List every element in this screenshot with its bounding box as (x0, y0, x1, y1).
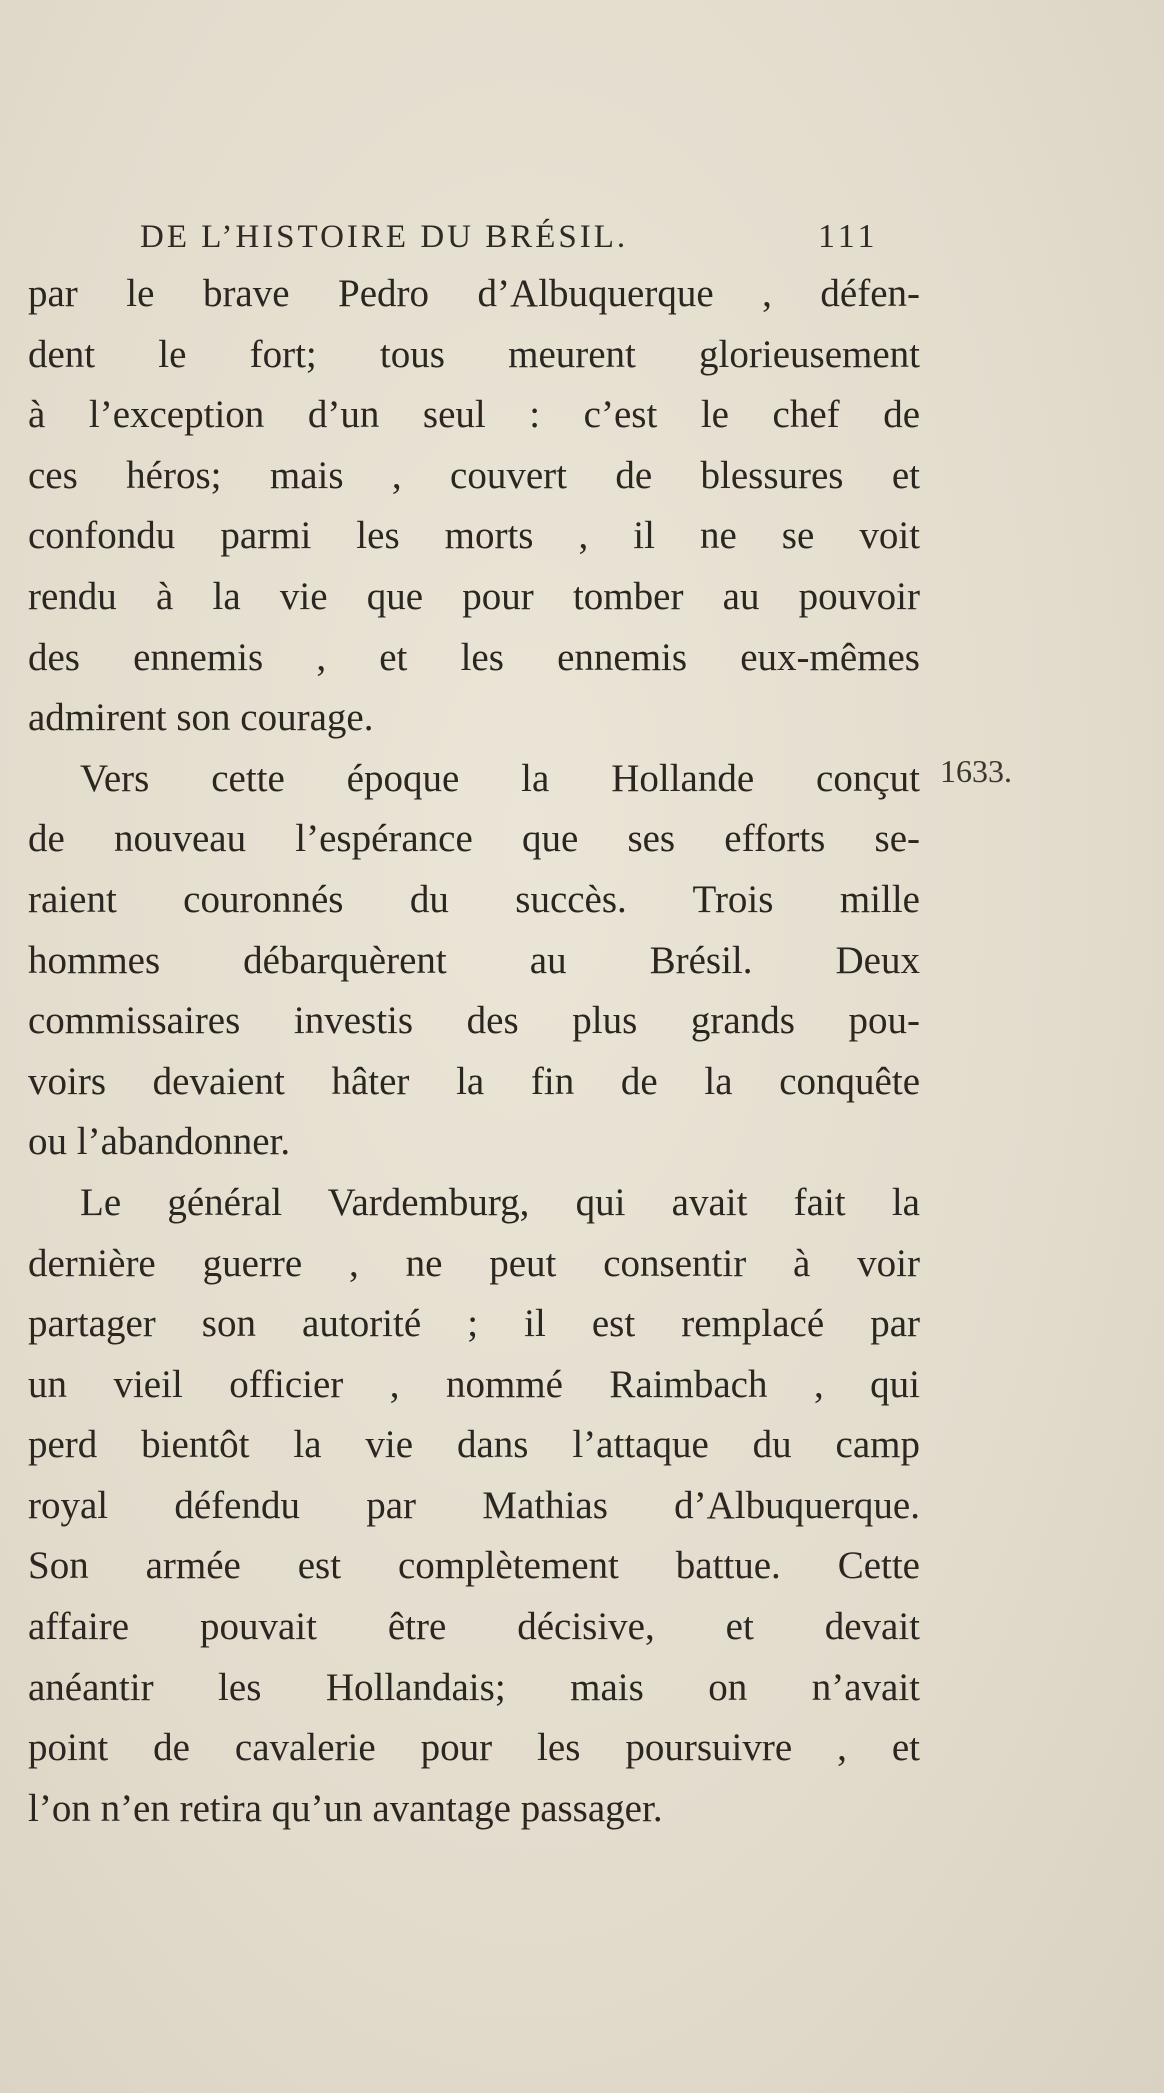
text-line: Son armée est complètement battue. Cette (28, 1544, 920, 1588)
text-line: des ennemis , et les ennemis eux-mêmes (28, 635, 920, 679)
text-line: anéantir les Hollandais; mais on n’avait (28, 1665, 920, 1709)
text-line: partager son autorité ; il est remplacé par (28, 1302, 920, 1346)
text-line: Vers cette époque la Hollande conçut (80, 756, 920, 800)
text-line: dernière guerre , ne peut consentir à voir (28, 1241, 920, 1285)
text-line: commissaires investis des plus grands pou- (28, 999, 920, 1043)
text-line: un vieil officier , nommé Raimbach , qui (28, 1362, 920, 1406)
running-title: DE L’HISTOIRE DU BRÉSIL. (140, 219, 629, 255)
text-line: affaire pouvait être décisive, et devait (28, 1605, 920, 1649)
text-line: perd bientôt la vie dans l’attaque du camp (28, 1423, 920, 1467)
text-line: hommes débarquèrent au Brésil. Deux (28, 938, 920, 982)
text-line: royal défendu par Mathias d’Albuquerque. (28, 1483, 920, 1527)
text-line: à l’exception d’un seul : c’est le chef de (28, 393, 920, 437)
text-line: de nouveau l’espérance que ses efforts se- (28, 817, 920, 861)
text-line: dent le fort; tous meurent glorieusement (28, 332, 920, 376)
text-line: Le général Vardemburg, qui avait fait la (80, 1180, 920, 1224)
text-line: admirent son courage. (28, 696, 374, 740)
running-head (0, 212, 1164, 262)
text-line: raient couronnés du succès. Trois mille (28, 877, 920, 921)
text-line: ces héros; mais , couvert de blessures et (28, 453, 920, 497)
text-line: ou l’abandonner. (28, 1120, 291, 1164)
body-text (28, 264, 920, 1839)
margin-date-note: 1633. (940, 753, 1012, 789)
text-line: par le brave Pedro d’Albuquerque , défen- (28, 272, 920, 315)
page-number: 111 (818, 218, 879, 255)
text-line: confondu parmi les morts , il ne se voit (28, 514, 920, 558)
text-line: l’on n’en retira qu’un avantage passager. (28, 1786, 663, 1830)
text-line: point de cavalerie pour les poursuivre , et (28, 1726, 920, 1770)
text-line: rendu à la vie que pour tomber au pouvoir (28, 574, 920, 618)
text-line: voirs devaient hâter la fin de la conquête (28, 1059, 920, 1103)
